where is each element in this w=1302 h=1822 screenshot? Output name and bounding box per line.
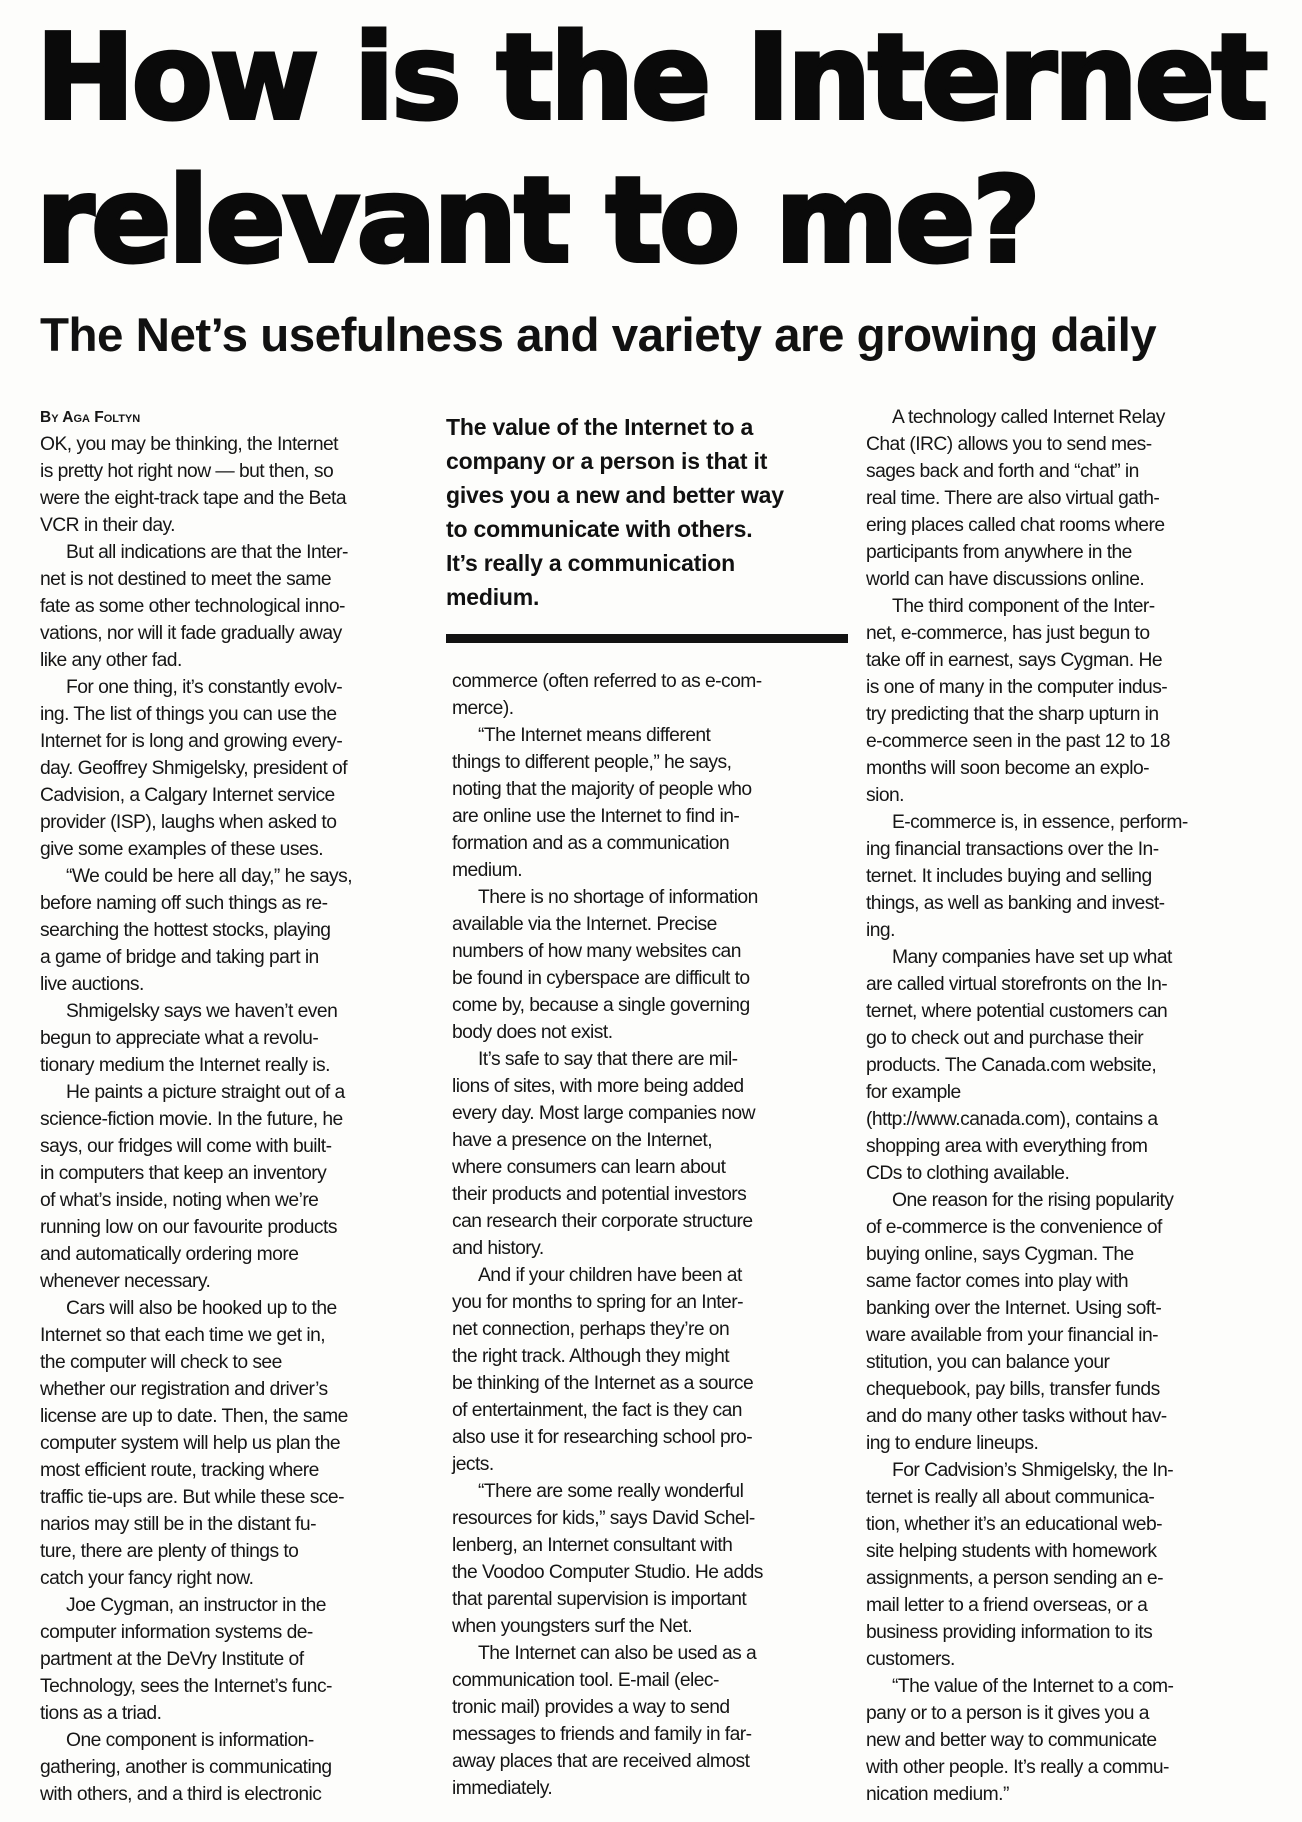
article-text-line: every day. Most large companies now <box>452 1103 755 1124</box>
article-text-line: He paints a picture straight out of a <box>66 1082 345 1103</box>
article-text-line: ternet, where potential customers can <box>866 1001 1168 1022</box>
article-text-line: sages back and forth and “chat” in <box>866 461 1139 482</box>
article-text-line: ware available from your financial in- <box>866 1325 1159 1346</box>
article-text-line: ternet is really all about communica- <box>866 1487 1155 1508</box>
article-text-line: assignments, a person sending an e- <box>866 1568 1163 1589</box>
article-text-line: and history. <box>452 1238 544 1259</box>
article-text-line: and do many other tasks without hav- <box>866 1406 1167 1427</box>
article-text-line: “There are some really wonderful <box>478 1481 744 1502</box>
article-text-line: gathering, another is communicating <box>40 1757 332 1778</box>
article-text-line: net is not destined to meet the same <box>40 569 332 590</box>
article-text-line: A technology called Internet Relay <box>892 407 1165 428</box>
article-text-line: business providing information to its <box>866 1622 1153 1643</box>
article-text-line: commerce (often referred to as e-com- <box>452 671 762 692</box>
article-text-line: be thinking of the Internet as a source <box>452 1373 754 1394</box>
article-text-line: you for months to spring for an Inter- <box>452 1292 743 1313</box>
article-text-line: be found in cyberspace are difficult to <box>452 968 750 989</box>
article-text-line: world can have discussions online. <box>866 569 1145 590</box>
article-text-line: OK, you may be thinking, the Internet <box>40 434 338 455</box>
article-text-line: with other people. It’s really a commu- <box>866 1757 1169 1778</box>
article-column-2 <box>452 668 842 1802</box>
headline-line: relevant to me? <box>36 151 1038 289</box>
article-text-line: participants from anywhere in the <box>866 542 1132 563</box>
article-text-line: net connection, perhaps they’re on <box>452 1319 730 1340</box>
article-text-line: computer information systems de- <box>40 1622 313 1643</box>
byline: By Aga Foltyn <box>40 409 141 426</box>
article-text-line: And if your children have been at <box>478 1265 742 1286</box>
pull-quote-line: medium. <box>446 584 540 610</box>
article-text-line: where consumers can learn about <box>452 1157 726 1178</box>
article-text-line: ing to endure lineups. <box>866 1433 1039 1454</box>
article-text-line: customers. <box>866 1649 955 1670</box>
article-text-line: begun to appreciate what a revolu- <box>40 1028 319 1049</box>
article-text-line: the Voodoo Computer Studio. He adds <box>452 1562 763 1583</box>
article-text-line: months will soon become an explo- <box>866 758 1150 779</box>
article-text-line: were the eight-track tape and the Beta <box>40 488 347 509</box>
article-text-line: try predicting that the sharp upturn in <box>866 704 1159 725</box>
article-text-line: is pretty hot right now — but then, so <box>40 461 334 482</box>
article-text-line: buying online, says Cygman. The <box>866 1244 1134 1265</box>
article-text-line: partment at the DeVry Institute of <box>40 1649 304 1670</box>
article-text-line: communication tool. E-mail (elec- <box>452 1670 719 1691</box>
article-text-line: Internet so that each time we get in, <box>40 1325 326 1346</box>
article-text-line: like any other fad. <box>40 650 182 671</box>
article-text-line: provider (ISP), laughs when asked to <box>40 812 337 833</box>
article-text-line: CDs to clothing available. <box>866 1163 1070 1184</box>
article-text-line: site helping students with homework <box>866 1541 1157 1562</box>
article-text-line: catch your fancy right now. <box>40 1568 254 1589</box>
headline <box>36 6 1276 292</box>
pull-quote <box>446 410 846 614</box>
article-text-line: For one thing, it’s constantly evolv- <box>66 677 343 698</box>
article-text-line: real time. There are also virtual gath- <box>866 488 1160 509</box>
article-text-line: e-commerce seen in the past 12 to 18 <box>866 731 1170 752</box>
article-text-line: Technology, sees the Internet’s func- <box>40 1676 332 1697</box>
article-text-line: the right track. Although they might <box>452 1346 730 1367</box>
article-text-line: running low on our favourite products <box>40 1217 337 1238</box>
article-text-line: go to check out and purchase their <box>866 1028 1144 1049</box>
subheadline: The Net’s usefulness and variety are growing daily <box>40 309 1157 362</box>
article-text-line: The Internet can also be used as a <box>478 1643 757 1664</box>
article-text-line: of entertainment, the fact is they can <box>452 1400 742 1421</box>
article-text-line: can research their corporate structure <box>452 1211 753 1232</box>
article-text-line: Shmigelsky says we haven’t even <box>66 1001 338 1022</box>
article-text-line: “The value of the Internet to a com- <box>892 1676 1174 1697</box>
article-text-line: noting that the majority of people who <box>452 779 752 800</box>
article-text-line: searching the hottest stocks, playing <box>40 920 331 941</box>
article-text-line: mail letter to a friend overseas, or a <box>866 1595 1148 1616</box>
article-text-line: jects. <box>452 1454 494 1475</box>
article-text-line: give some examples of these uses. <box>40 839 324 860</box>
article-text-line: tronic mail) provides a way to send <box>452 1697 730 1718</box>
article-text-line: live auctions. <box>40 974 144 995</box>
article-text-line: ture, there are plenty of things to <box>40 1541 299 1562</box>
article-text-line: One reason for the rising popularity <box>892 1190 1174 1211</box>
article-text-line: products. The Canada.com website, <box>866 1055 1157 1076</box>
article-text-line: Chat (IRC) allows you to send mes- <box>866 434 1152 455</box>
article-text-line: fate as some other technological inno- <box>40 596 345 617</box>
article-text-line: is one of many in the computer indus- <box>866 677 1168 698</box>
article-text-line: body does not exist. <box>452 1022 613 1043</box>
article-text-line: It’s safe to say that there are mil- <box>478 1049 738 1070</box>
article-text-line: tion, whether it’s an educational web- <box>866 1514 1163 1535</box>
article-column-3 <box>866 404 1266 1808</box>
article-text-line: that parental supervision is important <box>452 1589 747 1610</box>
pull-quote-rule <box>446 634 848 643</box>
article-text-line: day. Geoffrey Shmigelsky, president of <box>40 758 348 779</box>
article-text-line: new and better way to communicate <box>866 1730 1157 1751</box>
article-text-line: and automatically ordering more <box>40 1244 299 1265</box>
article-text-line: in computers that keep an inventory <box>40 1163 327 1184</box>
article-text-line: science-fiction movie. In the future, he <box>40 1109 343 1130</box>
article-text-line: when youngsters surf the Net. <box>452 1616 693 1637</box>
article-text-line: same factor comes into play with <box>866 1271 1129 1292</box>
article-text-line: numbers of how many websites can <box>452 941 741 962</box>
article-column-1 <box>40 404 430 1808</box>
article-text-line: Joe Cygman, an instructor in the <box>66 1595 326 1616</box>
article-text-line: “The Internet means different <box>478 725 711 746</box>
pull-quote-line: gives you a new and better way <box>446 482 784 508</box>
article-text-line: also use it for researching school pro- <box>452 1427 753 1448</box>
article-text-line: with others, and a third is electronic <box>40 1784 322 1805</box>
article-text-line: (http://www.canada.com), contains a <box>866 1109 1158 1130</box>
article-text-line: Many companies have set up what <box>892 947 1172 968</box>
article-text-line: before naming off such things as re- <box>40 893 328 914</box>
article-text-line: immediately. <box>452 1778 553 1799</box>
article-text-line: pany or to a person is it gives you a <box>866 1703 1149 1724</box>
pull-quote-line: It’s really a communication <box>446 550 736 576</box>
article-text-line: VCR in their day. <box>40 515 175 536</box>
article-text-line: Cadvision, a Calgary Internet service <box>40 785 335 806</box>
article-text-line: narios may still be in the distant fu- <box>40 1514 316 1535</box>
article-text-line: But all indications are that the Inter- <box>66 542 348 563</box>
article-text-line: tionary medium the Internet really is. <box>40 1055 330 1076</box>
article-text-line: computer system will help us plan the <box>40 1433 341 1454</box>
article-text-line: sion. <box>866 785 904 806</box>
article-text-line: license are up to date. Then, the same <box>40 1406 348 1427</box>
article-text-line: things, as well as banking and invest- <box>866 893 1165 914</box>
article-text-line: Cars will also be hooked up to the <box>66 1298 337 1319</box>
article-text-line: of what’s inside, noting when we’re <box>40 1190 319 1211</box>
article-text-line: away places that are received almost <box>452 1751 750 1772</box>
article-text-line: ternet. It includes buying and selling <box>866 866 1152 887</box>
article-text-line: for example <box>866 1082 961 1103</box>
pull-quote-line: to communicate with others. <box>446 516 753 542</box>
pull-quote-line: The value of the Internet to a <box>446 414 754 440</box>
article-text-line: messages to friends and family in far- <box>452 1724 752 1745</box>
article-text-line: their products and potential investors <box>452 1184 747 1205</box>
article-text-line: says, our fridges will come with built- <box>40 1136 332 1157</box>
article-text-line: whether our registration and driver’s <box>40 1379 328 1400</box>
pull-quote-line: company or a person is that it <box>446 448 768 474</box>
article-text-line: are called virtual storefronts on the In- <box>866 974 1168 995</box>
article-text-line: resources for kids,” says David Schel- <box>452 1508 755 1529</box>
article-text-line: lions of sites, with more being added <box>452 1076 744 1097</box>
article-text-line: For Cadvision’s Shmigelsky, the In- <box>892 1460 1174 1481</box>
article-text-line: chequebook, pay bills, transfer funds <box>866 1379 1160 1400</box>
article-text-line: ering places called chat rooms where <box>866 515 1165 536</box>
article-text-line: the computer will check to see <box>40 1352 282 1373</box>
article-text-line: formation and as a communication <box>452 833 730 854</box>
article-text-line: have a presence on the Internet, <box>452 1130 713 1151</box>
article-text-line: come by, because a single governing <box>452 995 750 1016</box>
article-text-line: ing. The list of things you can use the <box>40 704 337 725</box>
article-text-line: things to different people,” he says, <box>452 752 732 773</box>
article-text-line: available via the Internet. Precise <box>452 914 717 935</box>
article-text-line: “We could be here all day,” he says, <box>66 866 352 887</box>
article-text-line: The third component of the Inter- <box>892 596 1155 617</box>
article-text-line: There is no shortage of information <box>478 887 758 908</box>
article-text-line: lenberg, an Internet consultant with <box>452 1535 733 1556</box>
article-text-line: are online use the Internet to find in- <box>452 806 740 827</box>
article-text-line: ing. <box>866 920 895 941</box>
article-text-line: banking over the Internet. Using soft- <box>866 1298 1162 1319</box>
article-text-line: One component is information- <box>66 1730 314 1751</box>
article-text-line: traffic tie-ups are. But while these sce- <box>40 1487 344 1508</box>
article-text-line: of e-commerce is the convenience of <box>866 1217 1162 1238</box>
article-text-line: whenever necessary. <box>40 1271 211 1292</box>
article-text-line: take off in earnest, says Cygman. He <box>866 650 1162 671</box>
headline-line: How is the Internet <box>36 8 1266 146</box>
article-text-line: nication medium.” <box>866 1784 1009 1805</box>
article-text-line: shopping area with everything from <box>866 1136 1148 1157</box>
article-text-line: Internet for is long and growing every- <box>40 731 343 752</box>
article-text-line: medium. <box>452 860 523 881</box>
article-text-line: ing financial transactions over the In- <box>866 839 1159 860</box>
article-text-line: a game of bridge and taking part in <box>40 947 319 968</box>
article-text-line: stitution, you can balance your <box>866 1352 1110 1373</box>
article-text-line: merce). <box>452 698 514 719</box>
article-text-line: tions as a triad. <box>40 1703 162 1724</box>
article-text-line: vations, nor will it fade gradually away <box>40 623 342 644</box>
article-text-line: net, e-commerce, has just begun to <box>866 623 1150 644</box>
article-text-line: E-commerce is, in essence, perform- <box>892 812 1188 833</box>
article-text-line: most efficient route, tracking where <box>40 1460 319 1481</box>
